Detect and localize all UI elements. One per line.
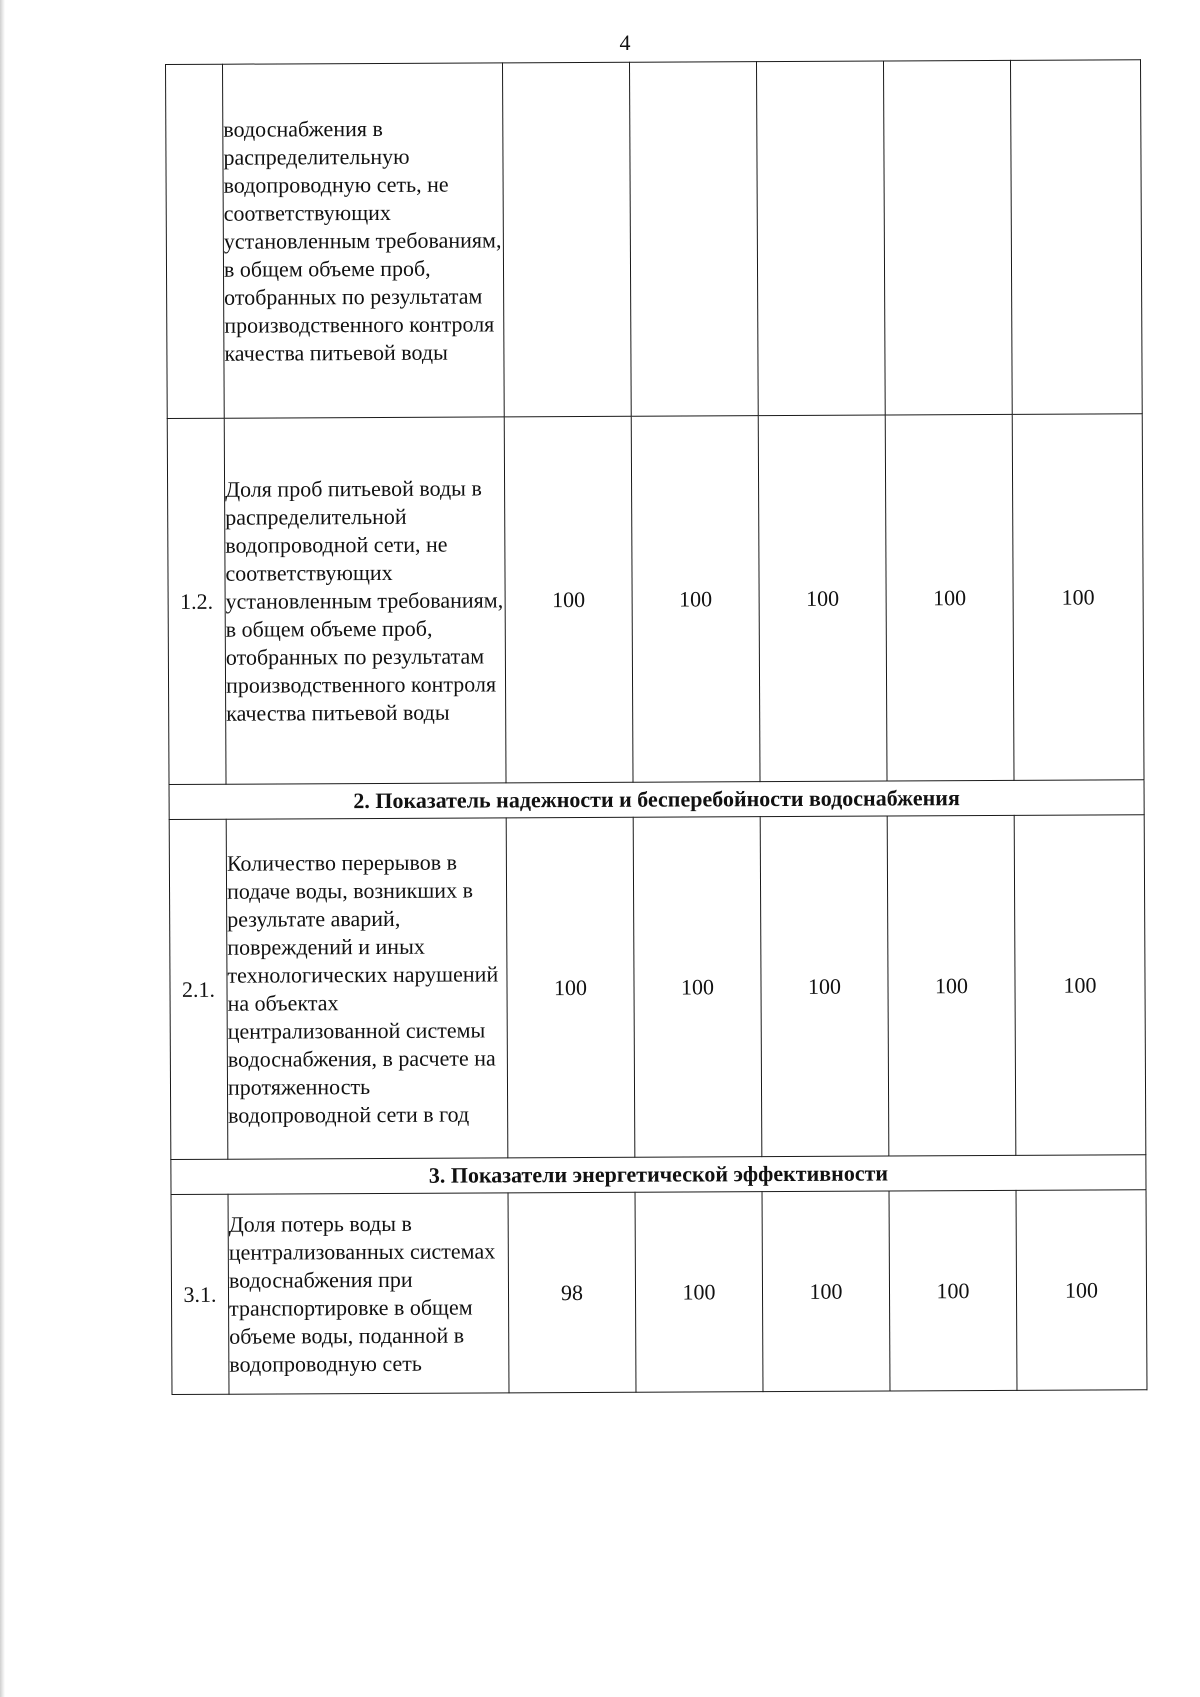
value-cell: 100 — [633, 817, 762, 1158]
scan-edge-shadow — [0, 0, 5, 1697]
indicator-description: Доля потерь воды в централизованных системах водоснабжения при транспортировке в общем объеме воды, поданной в водопроводную сеть — [228, 1193, 509, 1394]
value-cell: 100 — [1016, 1190, 1147, 1391]
table-row — [171, 1190, 1147, 1395]
row-number: 3.1. — [171, 1194, 229, 1394]
value-cell: 98 — [508, 1192, 636, 1393]
table-row — [167, 414, 1144, 785]
value-cell: 100 — [631, 416, 760, 783]
value-cell: 100 — [1012, 414, 1144, 781]
table-row — [166, 60, 1143, 419]
row-number: 1.2. — [167, 418, 226, 784]
value-cell: 100 — [504, 416, 633, 783]
section-title: 2. Показатель надежности и бесперебойности водоснабжения — [169, 780, 1144, 820]
indicators-table — [165, 59, 1147, 1395]
indicator-description: водоснабжения в распределительную водопроводную сеть, не соответствующих установленным требованиям, в общем объеме проб, отобранных по результатам производственного контроля качества питьевой воды — [223, 63, 505, 418]
indicator-description: Количество перерывов в подаче воды, возникших в результате аварий, повреждений и иных технологических нарушений на объектах централизованной системы водоснабжения, в расчете на протяженность водопроводной сети в год — [226, 818, 508, 1159]
section-row — [169, 780, 1144, 820]
row-number — [166, 64, 225, 418]
value-cell — [1010, 60, 1142, 415]
value-cell: 100 — [506, 817, 635, 1158]
section-row — [171, 1155, 1146, 1195]
value-cell: 100 — [885, 414, 1014, 781]
value-cell: 100 — [1014, 815, 1146, 1156]
page-number: 4 — [619, 30, 631, 55]
value-cell: 100 — [760, 816, 889, 1157]
value-cell — [883, 60, 1012, 415]
value-cell: 100 — [887, 815, 1016, 1156]
value-cell: 100 — [762, 1191, 890, 1392]
row-number: 2.1. — [169, 819, 228, 1159]
table-row — [169, 815, 1146, 1160]
section-title: 3. Показатели энергетической эффективности — [171, 1155, 1146, 1195]
value-cell — [502, 62, 631, 417]
value-cell — [756, 61, 885, 416]
value-cell: 100 — [889, 1190, 1017, 1391]
value-cell: 100 — [758, 415, 887, 782]
value-cell: 100 — [635, 1192, 763, 1393]
indicator-description: Доля проб питьевой воды в распределительной водопроводной сети, не соответствующих установленным требованиям, в общем объеме проб, отобранных по результатам производственного контроля качества питьевой воды — [224, 417, 506, 784]
value-cell — [629, 62, 758, 417]
